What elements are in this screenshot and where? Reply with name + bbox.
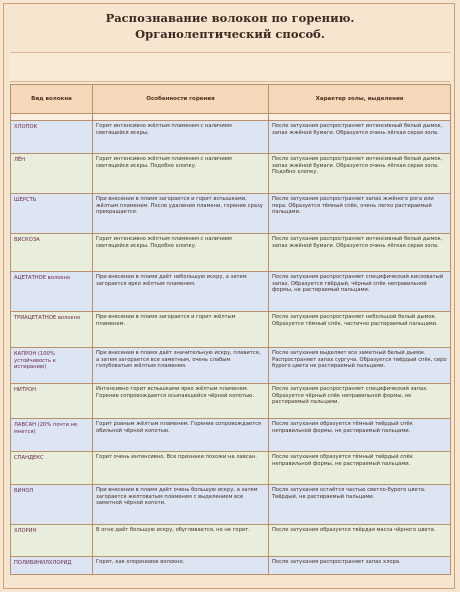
fiber-name: ХЛОРИН: [11, 525, 93, 557]
burning-description: При внесении в пламя даёт значительную искру, плавится, а затем загорается все заметным, очень слабым голубоватым жёлтым пламенем.: [93, 348, 269, 384]
document-title: [4, 10, 456, 42]
title-spacer-band: [10, 52, 450, 82]
header-ash: Характер золы, выделения: [269, 85, 451, 114]
burning-description: Интенсивно горит вспышками ярко жёлтым пламенем. Горение сопровождается осыпающейся чёрной копотью.: [93, 384, 269, 419]
table-row: [11, 154, 451, 194]
ash-description: После затухания образуется тёмный твёрдый спёк неправильной формы, не растираемый пальцами.: [269, 452, 451, 485]
burning-description: В огне даёт большую искру, обугливается, но не горит.: [93, 525, 269, 557]
fiber-name: ТРИАЦЕТАТНОЕ волокно: [11, 312, 93, 348]
burning-description: При внесении в пламя загорается и горит вспышками, жёлтым пламенем. После удаления пламени, горение сразу прекращается.: [93, 194, 269, 234]
document-frame: [3, 3, 455, 589]
header-separator-row: [11, 114, 451, 121]
table-row: [11, 194, 451, 234]
table-row: [11, 312, 451, 348]
table-row: [11, 525, 451, 557]
ash-description: После затухания распространяет запах жжёного рога или пера. Образуется тёмный спёк, очень легко растираемый пальцами.: [269, 194, 451, 234]
ash-description: После затухания распространяет специфический запах. Образуется чёрный спёк неправильной формы, не растираемый пальцами.: [269, 384, 451, 419]
table-row: [11, 272, 451, 312]
table-row: [11, 557, 451, 575]
ash-description: После затухания распространяет небольшой белый дымок. Образуется тёмный спёк, частично растираемый пальцами.: [269, 312, 451, 348]
ash-description: После затухания распространяет запах хлора.: [269, 557, 451, 575]
fiber-name: КАПРОН (100% устойчивость к истиранию): [11, 348, 93, 384]
table-row: [11, 452, 451, 485]
ash-description: После затухания распространяет интенсивный белый дымок, запах жжёной бумаги. Образуется очень лёгкая серая зола.: [269, 234, 451, 272]
fiber-name: СПАНДЕКС: [11, 452, 93, 485]
table-row: [11, 384, 451, 419]
fiber-name: ВИСКОЗА: [11, 234, 93, 272]
title-line-1: Распознавание волокон по горению.: [105, 11, 355, 25]
fiber-name: АЦЕТАТНОЕ волокно: [11, 272, 93, 312]
ash-description: После затухания остаётся частью светло-бурого цвета. Твёрдый, не растираемый пальцами.: [269, 485, 451, 525]
table-row: [11, 419, 451, 452]
burning-description: При внесении в пламя загорается и горит жёлтым пламенем.: [93, 312, 269, 348]
fiber-name: ХЛОПОК: [11, 121, 93, 154]
burning-description: Горит, как хлориновое волокно.: [93, 557, 269, 575]
fiber-name: ВИНОЛ: [11, 485, 93, 525]
table-row: [11, 121, 451, 154]
ash-description: После затухания образуется тёмный твёрдый спёк неправильной формы, не растираемый пальцами.: [269, 419, 451, 452]
title-line-2: Органолептический способ.: [135, 27, 325, 41]
ash-description: После затухания распространяет интенсивный белый дымок, запах жжёной бумаги. Образуется очень лёгкая серая зола. Подобно хлопку.: [269, 154, 451, 194]
fiber-burning-table: [10, 84, 451, 575]
burning-description: Горит очень интенсивно. Все признаки похожи на лавсан.: [93, 452, 269, 485]
table-row: [11, 234, 451, 272]
table-row: [11, 348, 451, 384]
header-burning: Особенности горения: [93, 85, 269, 114]
ash-description: После затухания образуется твёрдая масса чёрного цвета.: [269, 525, 451, 557]
table-row: [11, 485, 451, 525]
fiber-name: НИТРОН: [11, 384, 93, 419]
burning-description: Горит интенсивно жёлтым пламенем с наличием светящейся искры. Подобно хлопку.: [93, 154, 269, 194]
burning-description: Горит ровным жёлтым пламенем. Горение сопровождается обильной чёрной копотью.: [93, 419, 269, 452]
fiber-name: ЛЁН: [11, 154, 93, 194]
burning-description: При внесении в пламя даёт очень большую искру, а затем загорается желтоватым пламенем с выделением все заметной чёрной копоти.: [93, 485, 269, 525]
ash-description: После затухания распространяет интенсивный белый дымок, запах жжёной бумаги. Образуется очень лёгкая серая зола.: [269, 121, 451, 154]
fiber-name: ЛАВСАН (20% почти не мнется): [11, 419, 93, 452]
fiber-name: ШЕРСТЬ: [11, 194, 93, 234]
burning-description: Горит интенсивно жёлтым пламенем с наличием светящейся искры. Подобно хлопку.: [93, 234, 269, 272]
fiber-name: ПОЛИВИНИЛХЛОРИД: [11, 557, 93, 575]
header-fiber: Вид волокна: [11, 85, 93, 114]
burning-description: Горит интенсивно жёлтым пламенем с наличием светящейся искры.: [93, 121, 269, 154]
ash-description: После затухания выделяет все заметный белый дымок. Распространяет запах сургуча. Образуется твёрдый спёк, серо бурого цвета не растираемый пальцами.: [269, 348, 451, 384]
ash-description: После затухания распространяет специфический кисловатый запах. Образуется твёрдый, чёрный спёк неправильной формы, не растираемый пальцами.: [269, 272, 451, 312]
table-header-row: [11, 85, 451, 114]
burning-description: При внесении в пламя даёт небольшую искру, а затем загорается ярко жёлтым пламенем.: [93, 272, 269, 312]
